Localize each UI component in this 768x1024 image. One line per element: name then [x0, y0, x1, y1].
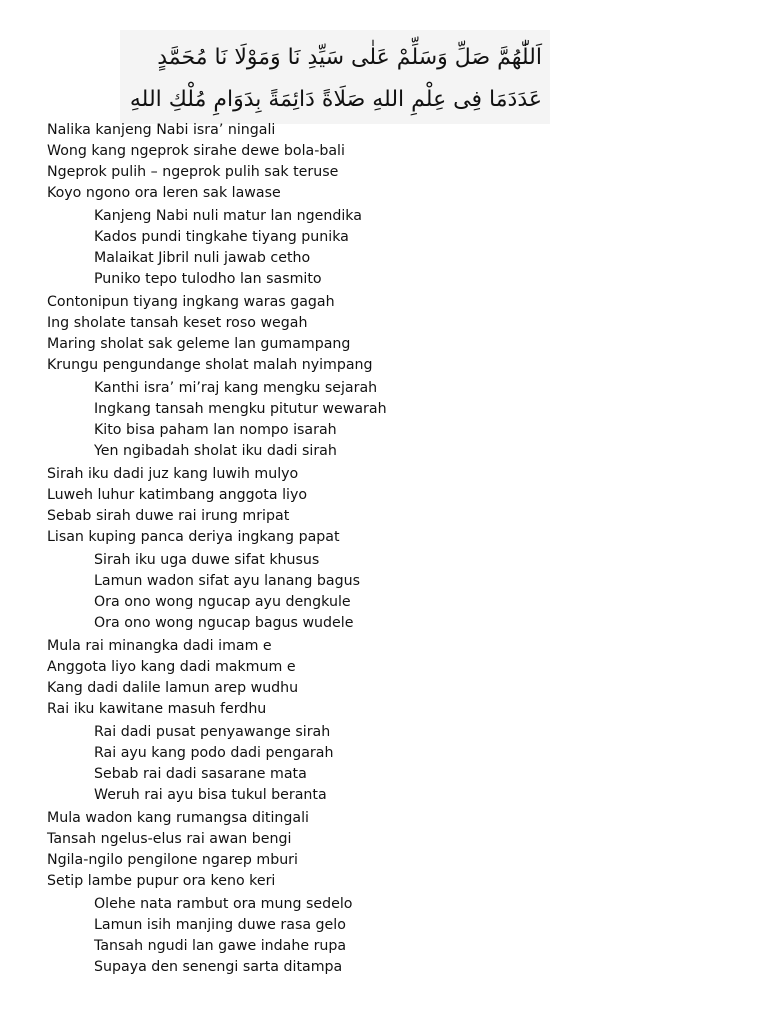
- poem-line: Kang dadi dalile lamun arep wudhu: [47, 680, 299, 696]
- indented-stanza: [47, 206, 747, 290]
- poem-line: Kanthi isra’ mi’raj kang mengku sejarah: [94, 380, 378, 396]
- poem-line: Supaya den senengi sarta ditampa: [94, 959, 343, 975]
- indented-stanza: [47, 550, 747, 634]
- poem-line: Lamun isih manjing duwe rasa gelo: [94, 917, 346, 933]
- indented-stanza: [47, 894, 747, 978]
- poem-line: Weruh rai ayu bisa tukul beranta: [94, 787, 327, 803]
- poem-line: Malaikat Jibril nuli jawab cetho: [94, 250, 311, 266]
- poem-line: Ingkang tansah mengku pitutur wewarah: [94, 401, 387, 417]
- stanza: [47, 464, 747, 548]
- poem-line: Setip lambe pupur ora keno keri: [47, 873, 276, 889]
- poem-line: Tansah ngelus-elus rai awan bengi: [47, 831, 292, 847]
- arabic-line-2: عَدَدَمَا فِى عِلْمِ اللهِ صَلَاةً دَائِمَةً بِدَوَامِ مُلْكِ اللهِ: [129, 87, 542, 112]
- poem-body: [47, 120, 747, 978]
- poem-line: Puniko tepo tulodho lan sasmito: [94, 271, 322, 287]
- poem-line: Sebab rai dadi sasarane mata: [94, 766, 307, 782]
- poem-line: Ngila-ngilo pengilone ngarep mburi: [47, 852, 298, 868]
- poem-line: Maring sholat sak geleme lan gumampang: [47, 336, 351, 352]
- indented-stanza: [47, 722, 747, 806]
- poem-line: Kanjeng Nabi nuli matur lan ngendika: [94, 208, 362, 224]
- indented-stanza: [47, 378, 747, 462]
- arabic-salawat-header: [120, 30, 550, 124]
- poem-line: Lamun wadon sifat ayu lanang bagus: [94, 573, 361, 589]
- poem-line: Sebab sirah duwe rai irung mripat: [47, 508, 290, 524]
- poem-line: Wong kang ngeprok sirahe dewe bola-bali: [47, 143, 345, 159]
- poem-line: Rai dadi pusat penyawange sirah: [94, 724, 331, 740]
- poem-line: Kito bisa paham lan nompo isarah: [94, 422, 337, 438]
- poem-line: Contonipun tiyang ingkang waras gagah: [47, 294, 335, 310]
- poem-line: Mula wadon kang rumangsa ditingali: [47, 810, 309, 826]
- poem-line: Yen ngibadah sholat iku dadi sirah: [94, 443, 337, 459]
- stanza: [47, 120, 747, 204]
- poem-line: Nalika kanjeng Nabi isra’ ningali: [47, 122, 276, 138]
- stanza: [47, 636, 747, 720]
- poem-line: Ora ono wong ngucap bagus wudele: [94, 615, 354, 631]
- stanza: [47, 292, 747, 376]
- poem-line: Ora ono wong ngucap ayu dengkule: [94, 594, 351, 610]
- poem-line: Krungu pengundange sholat malah nyimpang: [47, 357, 373, 373]
- poem-line: Tansah ngudi lan gawe indahe rupa: [94, 938, 347, 954]
- stanza: [47, 808, 747, 892]
- poem-line: Anggota liyo kang dadi makmum e: [47, 659, 296, 675]
- poem-line: Ngeprok pulih – ngeprok pulih sak teruse: [47, 164, 339, 180]
- poem-line: Rai ayu kang podo dadi pengarah: [94, 745, 334, 761]
- poem-line: Luweh luhur katimbang anggota liyo: [47, 487, 308, 503]
- poem-line: Kados pundi tingkahe tiyang punika: [94, 229, 349, 245]
- arabic-line-1: اَللّٰهُمَّ صَلِّ وَسَلِّمْ عَلٰى سَيِّدِ نَا وَمَوْلَا نَا مُحَمَّدٍ: [157, 45, 542, 70]
- poem-line: Rai iku kawitane masuh ferdhu: [47, 701, 267, 717]
- poem-line: Sirah iku uga duwe sifat khusus: [94, 552, 320, 568]
- poem-line: Olehe nata rambut ora mung sedelo: [94, 896, 353, 912]
- poem-line: Sirah iku dadi juz kang luwih mulyo: [47, 466, 299, 482]
- poem-line: Mula rai minangka dadi imam e: [47, 638, 272, 654]
- poem-line: Lisan kuping panca deriya ingkang papat: [47, 529, 340, 545]
- poem-line: Ing sholate tansah keset roso wegah: [47, 315, 308, 331]
- poem-line: Koyo ngono ora leren sak lawase: [47, 185, 281, 201]
